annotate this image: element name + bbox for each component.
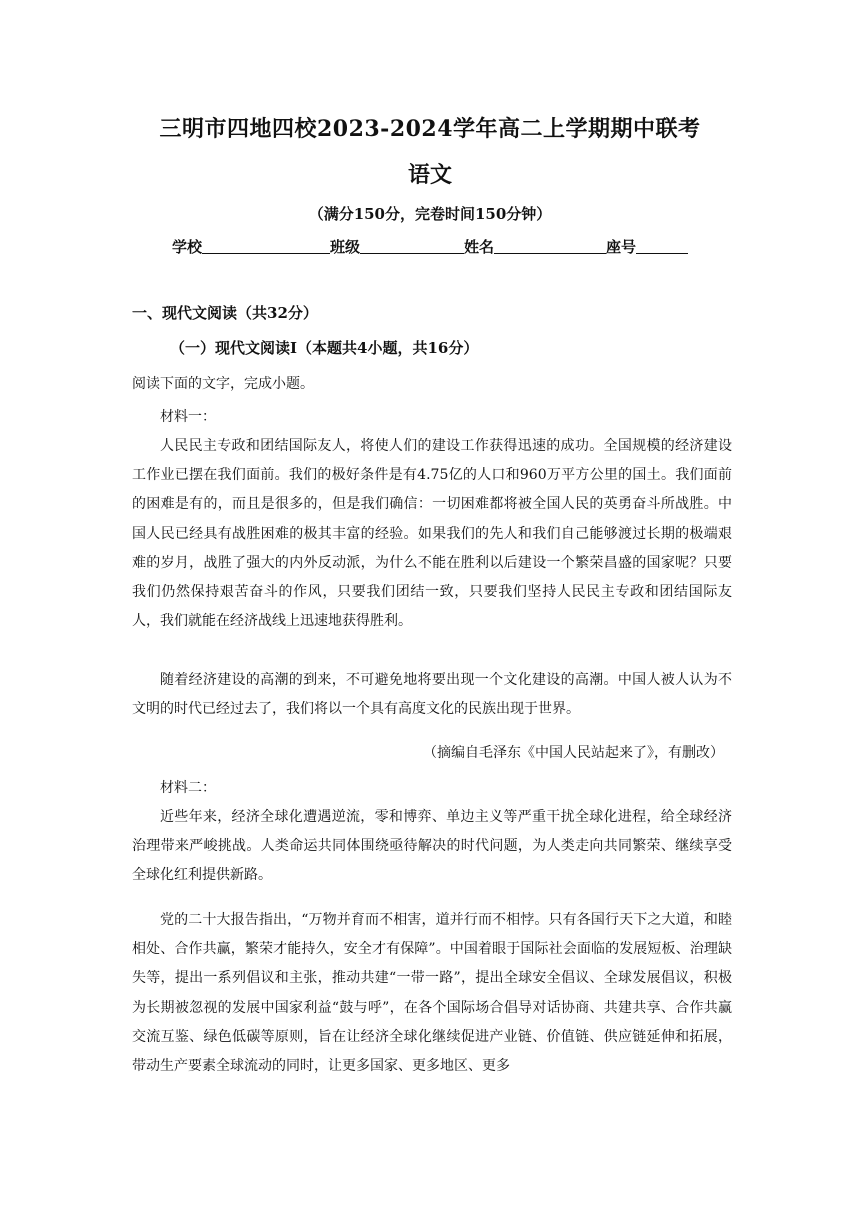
seat-blank[interactable]: [636, 239, 688, 254]
section-heading: 一、现代文阅读（共32分）: [132, 304, 318, 322]
material-one-paragraph-1: 人民民主专政和团结国际友人，将使人们的建设工作获得迅速的成功。全国规模的经济建设工作业已摆在我们面前。我们的极好条件是有4.75亿的人口和960万平方公里的国土。我们面前的困难是有的，而且是很多的，但是我们确信：一切困难都将被全国人民的英勇奋斗所战胜。中国人民已经具有战胜困难的极其丰富的经验。如果我们的先人和我们自己能够渡过长期的极端艰难的岁月，战胜了强大的内外反动派，为什么不能在胜利以后建设一个繁荣昌盛的国家呢？只要我们仍然保持艰苦奋斗的作风，只要我们团结一致，只要我们坚持人民民主专政和团结国际友人，我们就能在经济战线上迅速地获得胜利。: [132, 438, 732, 630]
material-two-label: 材料二：: [160, 780, 216, 796]
seat-label: 座号: [606, 238, 637, 256]
name-label: 姓名: [464, 238, 495, 256]
school-blank[interactable]: [202, 239, 330, 254]
material-one-paragraph-2: 随着经济建设的高潮的到来，不可避免地将要出现一个文化建设的高潮。中国人被人认为不文明的时代已经过去了，我们将以一个具有高度文化的民族出现于世界。: [132, 672, 732, 718]
material-one-label: 材料一：: [160, 409, 216, 425]
material-two-paragraph-1: 近些年来，经济全球化遭遇逆流，零和博弈、单边主义等严重干扰全球化进程，给全球经济治理带来严峻挑战。人类命运共同体围绕亟待解决的时代问题，为人类走向共同繁荣、继续享受全球化红利提供新路。: [132, 809, 732, 884]
student-info-fields: [0, 236, 860, 257]
material-two-paragraph-2: 党的二十大报告指出，“万物并育而不相害，道并行而不相悖。只有各国行天下之大道，和睦相处、合作共赢，繁荣才能持久，安全才有保障”。中国着眼于国际社会面临的发展短板、治理缺失等，提出一系列倡议和主张，推动共建“一带一路”，提出全球安全倡议、全球发展倡议，积极为长期被忽视的发展中国家利益“鼓与呼”，在各个国际场合倡导对话协商、共建共享、合作共赢交流互鉴、绿色低碳等原则，旨在让经济全球化继续促进产业链、价值链、供应链延伸和拓展，带动生产要素全球流动的同时，让更多国家、更多地区、更多: [132, 912, 732, 1075]
score-time-note: （满分150分，完卷时间150分钟）: [308, 205, 552, 223]
class-label: 班级: [329, 238, 360, 256]
class-blank[interactable]: [360, 239, 464, 254]
exam-title: 三明市四地四校2023-2024学年高二上学期期中联考: [159, 116, 701, 142]
school-label: 学校: [171, 238, 202, 256]
name-blank[interactable]: [494, 239, 606, 254]
subsection-heading: （一）现代文阅读Ⅰ（本题共4小题，共16分）: [170, 339, 479, 357]
subject-title: 语文: [407, 162, 452, 188]
material-one-source: （摘编自毛泽东《中国人民站起来了》，有删改）: [423, 745, 724, 761]
reading-instruction: 阅读下面的文字，完成小题。: [132, 376, 314, 392]
